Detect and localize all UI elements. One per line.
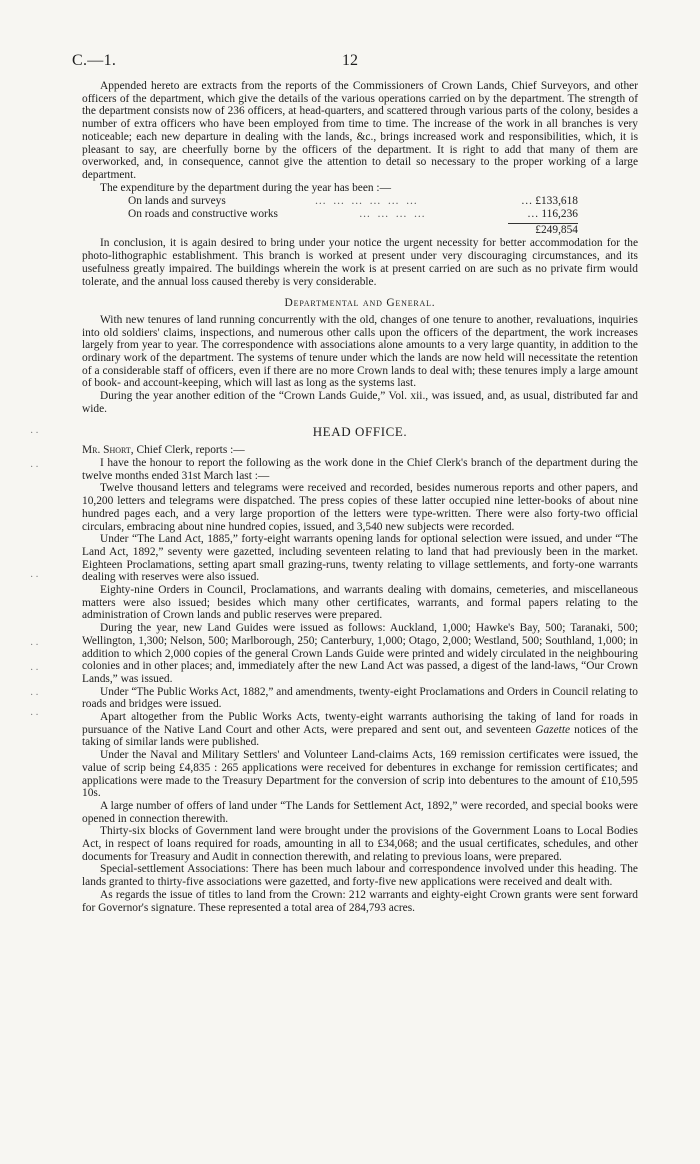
- page-header: [72, 52, 628, 74]
- expenditure-amount: … £133,618: [521, 195, 578, 208]
- gazette-text-before: Apart altogether from the Public Works Acts, twenty-eight warrants authorising the taking of land for roads in pursuance of the Native Land Court and other Acts, were prepared and sent out, and seventeen: [82, 711, 638, 736]
- expenditure-row: [128, 195, 578, 208]
- margin-mark: ··: [30, 572, 41, 583]
- departmental-paragraph: With new tenures of land running concurrently with the old, changes of one tenure to another, revaluations, inquiries into old soldiers' claims, inspections, and numerous other calls upon the officers of the department, the work increases largely from year to year. The correspondence with associations alone amounts to a very large quantity, in addition to the ordinary work of the department. The systems of tenure under which the lands are now held will necessitate the retention of a considerable staff of officers, even if there are no more Crown lands to deal with; these tenures imply a large amount of book- and account-keeping, which will last as long as the systems last.: [82, 313, 638, 390]
- margin-mark: ··: [30, 462, 41, 473]
- expenditure-total: £249,854: [535, 223, 578, 236]
- document-body: [82, 80, 638, 914]
- section-heading-head-office: HEAD OFFICE.: [312, 423, 408, 439]
- report-paragraph: As regards the issue of titles to land from the Crown: 212 warrants and eighty-eight Crown grants were sent forward for Governor's signature. These represented a total area of 284,793 acres.: [82, 888, 638, 914]
- expenditure-label: On lands and surveys: [128, 195, 226, 208]
- conclusion-paragraph: In conclusion, it is again desired to bring under your notice the urgent necessity for better accommodation for the photo-lithographic establishment. This branch is worked at present under very discouraging circumstances, and its usefulness greatly impaired. The buildings wherein the work is at present carried on are such as no private firm would tolerate, and the annual loss caused thereby is very considerable.: [82, 237, 638, 288]
- reporter-title: , Chief Clerk, reports :—: [130, 444, 245, 457]
- report-paragraph: Special-settlement Associations: There has been much labour and correspondence involved under this heading. The lands granted to thirty-five associations were gazetted, and forty-five new applications were received and dealt with.: [82, 863, 638, 889]
- leader-dots: … … … … … …: [314, 195, 420, 208]
- expenditure-intro: The expenditure by the department during the year has been :—: [100, 181, 391, 194]
- margin-mark: ··: [30, 710, 41, 721]
- report-paragraph: Under “The Land Act, 1885,” forty-eight warrants opening lands for optional selection were issued, and under “The Land Act, 1892,” seventy were gazetted, including seventeen relating to land that had previously been in the market. Eighteen Proclamations, setting apart small grazing-runs, twenty relating to village settlements, and forty-one warrants dealing with reserves were also issued.: [82, 533, 638, 584]
- expenditure-row: [128, 208, 578, 221]
- margin-mark: ··: [30, 428, 41, 439]
- report-paragraph: Thirty-six blocks of Government land were brought under the provisions of the Government Loans to Local Bodies Act, in respect of loans required for roads, amounting in all to £34,068; and the usual certificates, schedules, and other documents for Treasury and Audit in connection therewith, and relating to previous loans, were prepared.: [82, 825, 638, 863]
- reporter-line: [82, 444, 638, 457]
- margin-mark: ··: [30, 690, 41, 701]
- gazette-text-after: notices of the taking of similar lands were published.: [82, 723, 638, 749]
- report-paragraph: Under “The Public Works Act, 1882,” and amendments, twenty-eight Proclamations and Orders in Council relating to roads and bridges were issued.: [82, 685, 638, 711]
- report-paragraph: Eighty-nine Orders in Council, Proclamations, and warrants dealing with domains, cemeteries, and miscellaneous matters were also issued; besides which many other certificates, warrants, and formal papers relating to the administration of Crown lands and public reserves were prepared.: [82, 584, 638, 622]
- report-paragraph: A large number of offers of land under “The Lands for Settlement Act, 1892,” were recorded, and special books were opened in connection therewith.: [82, 799, 638, 825]
- expenditure-table: [128, 195, 578, 236]
- section-heading-departmental: Departmental and General.: [284, 297, 436, 310]
- expenditure-label: On roads and constructive works: [128, 208, 278, 221]
- report-paragraph: During the year, new Land Guides were issued as follows: Auckland, 1,000; Hawke's Bay, 500; Taranaki, 500; Wellington, 1,300; Nelson, 500; Marlborough, 250; Canterbury, 1,000; Otago, 2,000; Westland, 500; Southland, 1,000; in addition to which 2,000 copies of the general Crown Lands Guide were printed and widely circulated in the neighbouring colonies and in other places; and, immediately after the new Land Act was passed, a digest of the land-laws, “Our Crown Lands,” was issued.: [82, 622, 638, 685]
- reporter-name: Mr. Short: [82, 444, 131, 457]
- leader-dots: … … … …: [358, 208, 428, 221]
- departmental-paragraph: During the year another edition of the “Crown Lands Guide,” Vol. xii., was issued, and, as usual, distributed far and wide.: [82, 390, 638, 415]
- report-paragraph: Under the Naval and Military Settlers' and Volunteer Land-claims Acts, 169 remission certificates were issued, the value of scrip being £4,835 : 265 applications were received for debentures in exchange for remission certificates; and applications were made to the Treasury Department for the conversion of scrip into debentures to the amount of £10,595 10s.: [82, 749, 638, 800]
- report-paragraph: I have the honour to report the following as the work done in the Chief Clerk's branch of the department during the twelve months ended 31st March last :—: [82, 456, 638, 482]
- report-paragraph: Twelve thousand letters and telegrams were received and recorded, besides numerous reports and other papers, and 10,200 letters and telegrams were dispatched. The press copies of these latter occupied nine letter-books of about nine hundred pages each, and a very large proportion of the letters were type-written. There were also forty-two official circulars, embracing about nine hundred copies, issued, and 3,540 new subjects were recorded.: [82, 482, 638, 533]
- margin-mark: ··: [30, 665, 41, 676]
- expenditure-amount: … 116,236: [527, 208, 578, 221]
- margin-mark: ··: [30, 640, 41, 651]
- page-number: 12: [342, 52, 358, 69]
- report-paragraph: [82, 711, 638, 749]
- gazette-italic: Gazette: [535, 723, 571, 736]
- intro-paragraph: Appended hereto are extracts from the reports of the Commissioners of Crown Lands, Chief Surveyors, and other officers of the department, which give the details of the various operations carried on by the department. The strength of the department consists now of 236 officers, at head-quarters, and scattered through various parts of the colony, besides a number of extra officers who have been employed from time to time. The increase of the work in all branches is very noticeable; each new departure in dealing with the lands, &c., brings increased work and responsibilities, which, it is pleasant to say, are cheerfully borne by the officers of the department. It is right to add that many of them are overworked, and, in consequence, cannot give the attention to detail so necessary to the proper working of a large department.: [82, 80, 638, 181]
- parliamentary-paper-reference: C.—1.: [72, 52, 117, 69]
